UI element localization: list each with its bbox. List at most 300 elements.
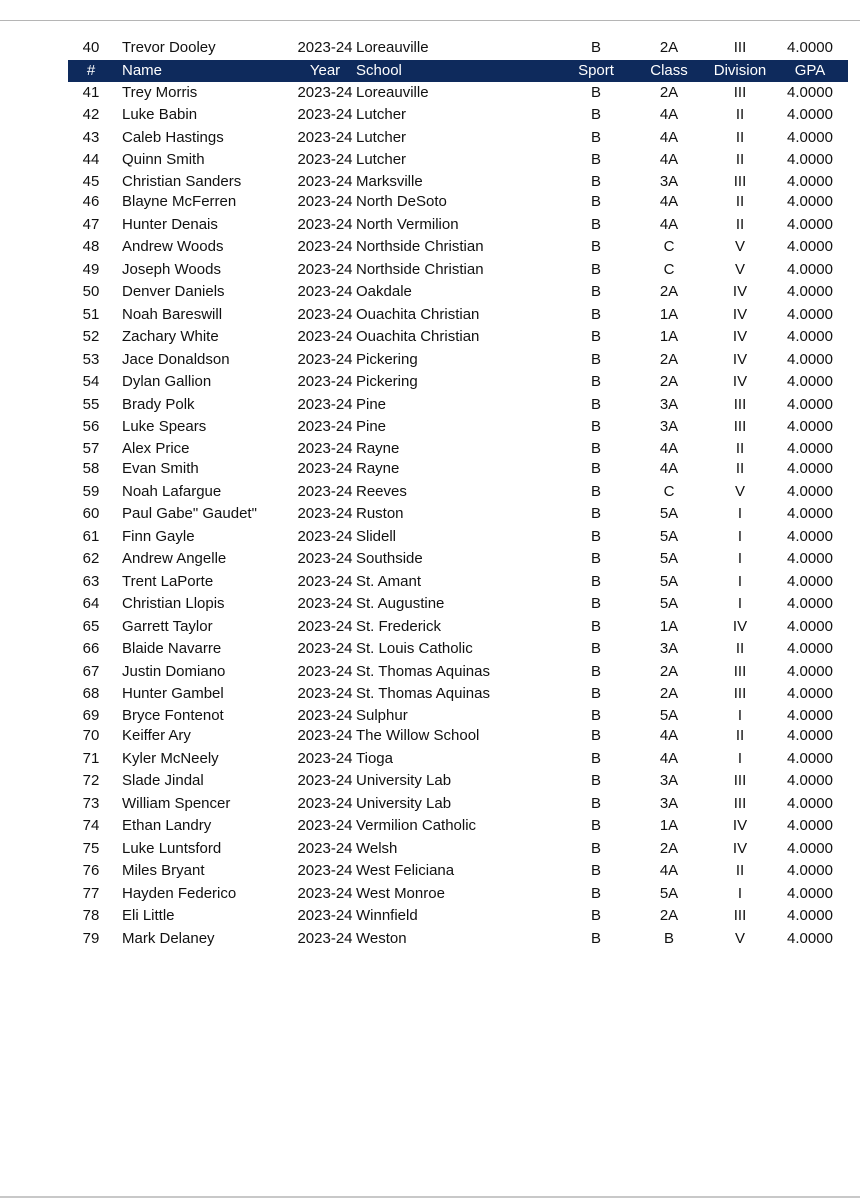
cell-name: Noah Lafargue (122, 482, 222, 500)
cell-division: II (735, 862, 745, 879)
cell-sport: B (590, 193, 601, 210)
cell-year: 2023-24 (297, 418, 353, 435)
cell-class: 5A (659, 527, 679, 545)
cell-name: William Spencer (122, 794, 231, 812)
cell-year: 2023-24 (297, 706, 353, 724)
cell-gpa: 4.0000 (787, 527, 833, 545)
cell-school: Lutcher (356, 128, 407, 146)
cell-school: Southside (356, 550, 423, 567)
cell-school: West Feliciana (356, 862, 455, 879)
table-row (68, 928, 848, 951)
table-row (68, 638, 848, 661)
cell-number: 53 (82, 350, 100, 368)
cell-year: 2023-24 (297, 395, 353, 413)
cell-school: St. Louis Catholic (356, 640, 473, 657)
cell-class: 1A (659, 305, 679, 323)
cell-sport: B (590, 505, 601, 522)
cell-sport: B (590, 749, 601, 767)
cell-name: Luke Babin (122, 106, 198, 123)
cell-name: Garrett Taylor (122, 617, 213, 635)
cell-class: 3A (659, 794, 679, 812)
cell-number: 78 (82, 907, 100, 924)
table-row (68, 616, 848, 639)
cell-year: 2023-24 (297, 527, 353, 545)
table-row (68, 259, 848, 282)
cell-sport: B (590, 794, 601, 812)
cell-division: II (735, 727, 745, 744)
cell-class: 5A (659, 505, 679, 522)
table-row (68, 661, 848, 684)
cell-sport: B (590, 418, 601, 435)
table-row (68, 191, 848, 214)
cell-name: Christian Sanders (122, 172, 242, 190)
cell-division: I (737, 572, 743, 590)
cell-division: I (737, 505, 743, 522)
cell-school: University Lab (356, 772, 452, 789)
cell-name: Caleb Hastings (122, 128, 224, 146)
cell-year: 2023-24 (297, 685, 353, 702)
cell-gpa: 4.0000 (787, 884, 833, 902)
header-name: Name (122, 61, 163, 79)
cell-name: Quinn Smith (122, 151, 205, 168)
cell-sport: B (590, 328, 601, 345)
cell-school: St. Thomas Aquinas (356, 662, 490, 680)
cell-name: Miles Bryant (122, 862, 205, 879)
table-row (68, 281, 848, 304)
cell-school: Pine (356, 418, 387, 435)
cell-division: II (735, 439, 745, 457)
cell-class: 1A (659, 817, 679, 834)
cell-name: Keiffer Ary (122, 727, 191, 744)
cell-name: Christian Llopis (122, 595, 225, 612)
cell-year: 2023-24 (297, 817, 353, 834)
cell-sport: B (590, 305, 601, 323)
cell-division: I (737, 884, 743, 902)
cell-sport: B (590, 772, 601, 789)
cell-sport: B (590, 527, 601, 545)
cell-number: 45 (82, 172, 100, 190)
table-row (68, 236, 848, 259)
cell-sport: B (590, 172, 601, 190)
cell-sport: B (590, 106, 601, 123)
cell-gpa: 4.0000 (787, 706, 833, 724)
cell-number: 60 (82, 505, 100, 522)
cell-sport: B (590, 460, 601, 477)
cell-class: 3A (659, 172, 679, 190)
cell-name: Luke Luntsford (122, 839, 222, 857)
cell-sport: B (590, 706, 601, 724)
cell-division: I (737, 595, 743, 612)
cell-class: 4A (659, 151, 679, 168)
cell-division: IV (732, 617, 748, 635)
cell-number: 65 (82, 617, 100, 635)
cell-name: Brady Polk (122, 395, 195, 413)
cell-division: IV (732, 350, 748, 368)
cell-name: Eli Little (122, 907, 175, 924)
cell-division: II (735, 640, 745, 657)
cell-gpa: 4.0000 (787, 350, 833, 368)
cell-number: 51 (82, 305, 100, 323)
cell-name: Evan Smith (122, 460, 199, 477)
cell-year: 2023-24 (297, 460, 353, 477)
cell-number: 59 (82, 482, 100, 500)
cell-school: West Monroe (356, 884, 445, 902)
cell-gpa: 4.0000 (787, 817, 833, 834)
cell-sport: B (590, 685, 601, 702)
cell-number: 54 (82, 373, 100, 390)
cell-year: 2023-24 (297, 39, 353, 56)
cell-sport: B (590, 350, 601, 368)
header-sport: Sport (578, 61, 614, 79)
cell-name: Joseph Woods (122, 260, 221, 278)
cell-number: 50 (82, 283, 100, 300)
cell-class: 2A (659, 283, 679, 300)
cell-name: Kyler McNeely (122, 749, 219, 767)
cell-class: 2A (659, 350, 679, 368)
cell-gpa: 4.0000 (787, 328, 833, 345)
cell-gpa: 4.0000 (787, 617, 833, 635)
cell-class: 4A (659, 862, 679, 879)
cell-gpa: 4.0000 (787, 640, 833, 657)
table-row (68, 149, 848, 172)
table-row (68, 683, 848, 706)
cell-school: Ouachita Christian (356, 328, 480, 345)
cell-number: 66 (82, 640, 100, 657)
gpa-table (68, 37, 848, 950)
cell-division: II (735, 128, 745, 146)
cell-year: 2023-24 (297, 350, 353, 368)
page-bottom-edge (0, 1196, 860, 1198)
cell-class: 4A (659, 106, 679, 123)
cell-school: Winnfield (356, 907, 418, 924)
cell-school: Northside Christian (356, 260, 484, 278)
cell-gpa: 4.0000 (787, 283, 833, 300)
cell-gpa: 4.0000 (787, 305, 833, 323)
cell-class: 4A (659, 727, 679, 744)
header-class: Class (650, 61, 688, 79)
cell-division: II (735, 106, 745, 123)
table-row (68, 860, 848, 883)
cell-gpa: 4.0000 (787, 749, 833, 767)
cell-school: The Willow School (356, 727, 480, 744)
cell-school: Reeves (356, 482, 407, 500)
cell-sport: B (590, 862, 601, 879)
cell-year: 2023-24 (297, 862, 353, 879)
cell-school: Oakdale (356, 283, 412, 300)
cell-number: 41 (82, 83, 100, 101)
cell-year: 2023-24 (297, 260, 353, 278)
cell-year: 2023-24 (297, 172, 353, 190)
header-division: Division (713, 61, 767, 79)
cell-year: 2023-24 (297, 572, 353, 590)
cell-gpa: 4.0000 (787, 128, 833, 146)
cell-year: 2023-24 (297, 505, 353, 522)
cell-class: B (663, 929, 674, 947)
cell-name: Ethan Landry (122, 817, 212, 834)
cell-sport: B (590, 884, 601, 902)
cell-number: 49 (82, 260, 100, 278)
cell-school: St. Thomas Aquinas (356, 685, 490, 702)
cell-gpa: 4.0000 (787, 215, 833, 233)
cell-class: 5A (659, 706, 679, 724)
cell-division: IV (732, 373, 748, 390)
cell-number: 58 (82, 460, 100, 477)
cell-division: III (733, 395, 747, 413)
page-top-edge (0, 20, 860, 21)
cell-year: 2023-24 (297, 727, 353, 744)
cell-sport: B (590, 640, 601, 657)
cell-number: 44 (82, 151, 100, 168)
cell-sport: B (590, 550, 601, 567)
cell-sport: B (590, 83, 601, 101)
cell-sport: B (590, 151, 601, 168)
cell-number: 72 (82, 772, 100, 789)
cell-school: Loreauville (356, 83, 429, 101)
cell-number: 43 (82, 128, 100, 146)
cell-gpa: 4.0000 (787, 172, 833, 190)
cell-division: I (737, 527, 743, 545)
cell-name: Bryce Fontenot (122, 706, 224, 724)
cell-division: V (734, 929, 745, 947)
cell-number: 47 (82, 215, 100, 233)
cell-name: Blayne McFerren (122, 193, 237, 210)
table-row (68, 172, 848, 192)
table-row (68, 104, 848, 127)
cell-name: Andrew Angelle (122, 550, 227, 567)
header-year: Year (309, 61, 341, 79)
cell-number: 62 (82, 550, 100, 567)
cell-class: 5A (659, 572, 679, 590)
cell-name: Blaide Navarre (122, 640, 222, 657)
cell-number: 63 (82, 572, 100, 590)
cell-school: Rayne (356, 439, 400, 457)
cell-school: Slidell (356, 527, 397, 545)
cell-division: III (733, 685, 747, 702)
cell-school: Sulphur (356, 706, 408, 724)
table-row (68, 304, 848, 327)
cell-division: II (735, 151, 745, 168)
cell-school: Pickering (356, 373, 418, 390)
cell-division: III (733, 772, 747, 789)
table-row (68, 37, 848, 60)
table-row (68, 394, 848, 417)
table-row (68, 127, 848, 150)
cell-gpa: 4.0000 (787, 772, 833, 789)
cell-sport: B (590, 662, 601, 680)
cell-school: Weston (356, 929, 407, 947)
cell-gpa: 4.0000 (787, 929, 833, 947)
cell-year: 2023-24 (297, 794, 353, 812)
cell-sport: B (590, 595, 601, 612)
cell-division: V (734, 260, 745, 278)
cell-gpa: 4.0000 (787, 418, 833, 435)
cell-sport: B (590, 128, 601, 146)
cell-division: IV (732, 283, 748, 300)
cell-name: Paul Gabe" Gaudet" (122, 505, 257, 522)
cell-school: Lutcher (356, 151, 407, 168)
cell-number: 69 (82, 706, 100, 724)
cell-name: Trey Morris (122, 83, 198, 101)
cell-year: 2023-24 (297, 215, 353, 233)
cell-sport: B (590, 907, 601, 924)
cell-year: 2023-24 (297, 595, 353, 612)
cell-school: Tioga (356, 749, 393, 767)
table-row (68, 748, 848, 771)
cell-division: I (737, 706, 743, 724)
cell-class: 2A (659, 373, 679, 390)
table-row (68, 883, 848, 906)
cell-school: Rayne (356, 460, 400, 477)
cell-sport: B (590, 839, 601, 857)
cell-class: 1A (659, 328, 679, 345)
cell-class: 4A (659, 215, 679, 233)
table-row (68, 349, 848, 372)
cell-year: 2023-24 (297, 305, 353, 323)
cell-class: 3A (659, 640, 679, 657)
cell-school: Pine (356, 395, 387, 413)
table-row (68, 905, 848, 928)
cell-sport: B (590, 395, 601, 413)
cell-name: Denver Daniels (122, 283, 225, 300)
cell-sport: B (590, 439, 601, 457)
cell-class: 5A (659, 884, 679, 902)
cell-division: III (733, 83, 747, 101)
cell-division: I (737, 550, 743, 567)
cell-gpa: 4.0000 (787, 794, 833, 812)
cell-name: Hunter Denais (122, 215, 218, 233)
cell-gpa: 4.0000 (787, 106, 833, 123)
cell-year: 2023-24 (297, 83, 353, 101)
cell-name: Noah Bareswill (122, 305, 223, 323)
table-row (68, 82, 848, 105)
cell-sport: B (590, 482, 601, 500)
cell-name: Jace Donaldson (122, 350, 230, 368)
cell-school: North DeSoto (356, 193, 447, 210)
cell-number: 77 (82, 884, 100, 902)
cell-class: C (663, 238, 675, 255)
cell-division: III (733, 39, 747, 56)
cell-number: 79 (82, 929, 100, 947)
cell-division: II (735, 193, 745, 210)
cell-school: Welsh (356, 839, 398, 857)
cell-gpa: 4.0000 (787, 550, 833, 567)
cell-name: Hayden Federico (122, 884, 237, 902)
cell-gpa: 4.0000 (787, 151, 833, 168)
cell-division: III (733, 418, 747, 435)
cell-number: 73 (82, 794, 100, 812)
cell-school: Marksville (356, 172, 423, 190)
cell-class: 2A (659, 907, 679, 924)
cell-class: 3A (659, 418, 679, 435)
cell-number: 56 (82, 418, 100, 435)
cell-name: Alex Price (122, 439, 190, 457)
cell-number: 71 (82, 749, 100, 767)
cell-sport: B (590, 572, 601, 590)
cell-class: 5A (659, 550, 679, 567)
table-row (68, 371, 848, 394)
cell-number: 74 (82, 817, 100, 834)
table-row (68, 503, 848, 526)
cell-class: 4A (659, 460, 679, 477)
cell-class: 2A (659, 839, 679, 857)
cell-year: 2023-24 (297, 128, 353, 146)
cell-year: 2023-24 (297, 550, 353, 567)
cell-name: Zachary White (122, 328, 219, 345)
cell-division: IV (732, 839, 748, 857)
cell-year: 2023-24 (297, 839, 353, 857)
cell-year: 2023-24 (297, 772, 353, 789)
cell-year: 2023-24 (297, 749, 353, 767)
cell-class: 3A (659, 395, 679, 413)
cell-division: III (733, 794, 747, 812)
cell-name: Trevor Dooley (122, 39, 216, 56)
cell-school: St. Frederick (356, 617, 442, 635)
cell-year: 2023-24 (297, 884, 353, 902)
table-header-row (68, 60, 848, 82)
cell-year: 2023-24 (297, 238, 353, 255)
cell-class: C (663, 260, 675, 278)
cell-number: 68 (82, 685, 100, 702)
cell-gpa: 4.0000 (787, 685, 833, 702)
cell-school: Ruston (356, 505, 404, 522)
cell-year: 2023-24 (297, 929, 353, 947)
cell-number: 57 (82, 439, 100, 457)
header-gpa: GPA (794, 61, 826, 79)
header-number: # (86, 61, 96, 79)
cell-class: 2A (659, 83, 679, 101)
cell-gpa: 4.0000 (787, 662, 833, 680)
cell-school: North Vermilion (356, 215, 459, 233)
cell-school: Pickering (356, 350, 418, 368)
cell-class: C (663, 482, 675, 500)
cell-class: 4A (659, 749, 679, 767)
cell-gpa: 4.0000 (787, 395, 833, 413)
table-row (68, 481, 848, 504)
cell-class: 5A (659, 595, 679, 612)
table-row (68, 458, 848, 481)
cell-class: 1A (659, 617, 679, 635)
cell-name: Trent LaPorte (122, 572, 214, 590)
cell-division: III (733, 662, 747, 680)
cell-name: Andrew Woods (122, 238, 224, 255)
cell-number: 70 (82, 727, 100, 744)
table-row (68, 706, 848, 726)
cell-school: Lutcher (356, 106, 407, 123)
cell-year: 2023-24 (297, 151, 353, 168)
cell-division: V (734, 238, 745, 255)
cell-name: Luke Spears (122, 418, 207, 435)
cell-gpa: 4.0000 (787, 862, 833, 879)
cell-name: Slade Jindal (122, 772, 204, 789)
cell-school: St. Augustine (356, 595, 445, 612)
cell-division: III (733, 172, 747, 190)
cell-name: Hunter Gambel (122, 685, 224, 702)
table-row (68, 838, 848, 861)
cell-division: IV (732, 305, 748, 323)
cell-number: 67 (82, 662, 100, 680)
cell-sport: B (590, 215, 601, 233)
cell-sport: B (590, 727, 601, 744)
cell-school: St. Amant (356, 572, 422, 590)
cell-class: 2A (659, 685, 679, 702)
cell-name: Justin Domiano (122, 662, 226, 680)
table-row (68, 815, 848, 838)
cell-number: 48 (82, 238, 100, 255)
header-school: School (356, 61, 402, 79)
cell-class: 4A (659, 193, 679, 210)
cell-name: Mark Delaney (122, 929, 215, 947)
cell-number: 61 (82, 527, 100, 545)
